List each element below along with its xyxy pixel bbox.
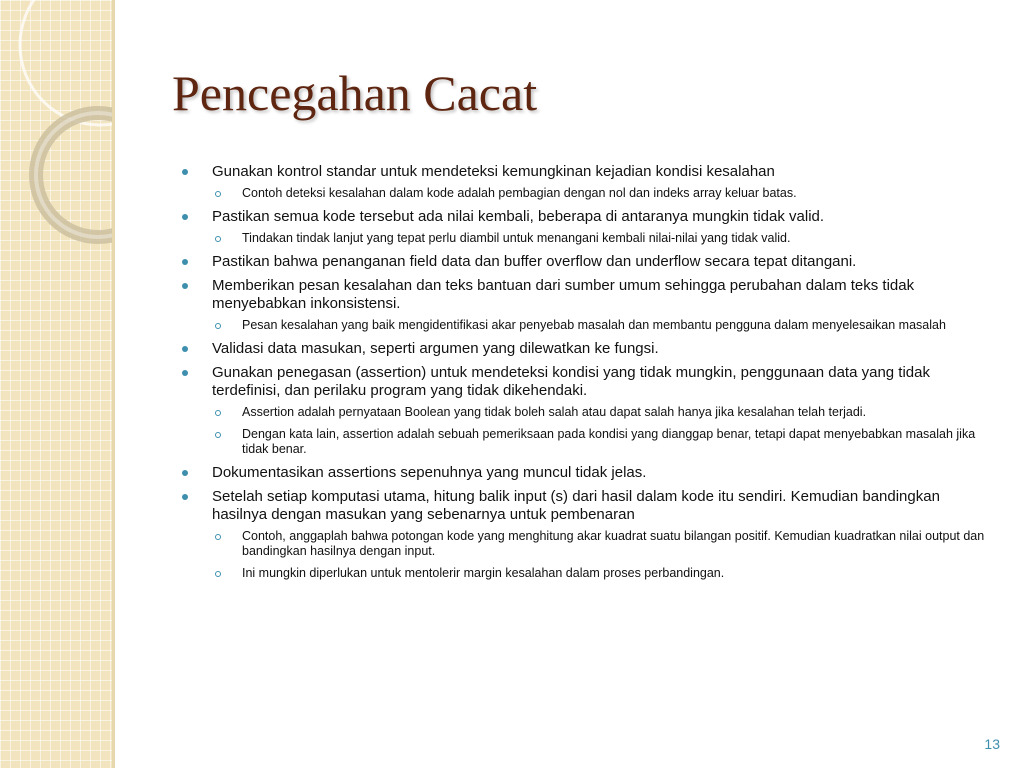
bullet-item	[178, 277, 990, 333]
sub-bullet-list	[212, 529, 990, 581]
sub-bullet-item: Contoh, anggaplah bahwa potongan kode yang menghitung akar kuadrat suatu bilangan positif. Kemudian kuadratkan nilai output dan bandingkan hasilnya dengan input.	[212, 529, 990, 559]
bullet-text: Pastikan semua kode tersebut ada nilai kembali, beberapa di antaranya mungkin tidak valid.	[212, 208, 825, 225]
bullet-text: Setelah setiap komputasi utama, hitung balik input (s) dari hasil dalam kode itu sendiri. Kemudian bandingkan hasilnya dengan masukan yang sebenarnya untuk pembenaran	[212, 488, 940, 523]
decorative-side-panel	[0, 0, 115, 768]
sub-bullet-item: Ini mungkin diperlukan untuk mentolerir margin kesalahan dalam proses perbandingan.	[212, 566, 990, 581]
sub-bullet-list	[212, 318, 990, 333]
bullet-text: Memberikan pesan kesalahan dan teks bantuan dari sumber umum sehingga perubahan dalam teks tidak menyebabkan inkonsistensi.	[212, 277, 915, 312]
sub-bullet-item: Tindakan tindak lanjut yang tepat perlu diambil untuk menangani kembali nilai-nilai yang tidak valid.	[212, 231, 990, 246]
bullet-text: Dokumentasikan assertions sepenuhnya yang muncul tidak jelas.	[212, 464, 647, 481]
sub-bullet-item: Contoh deteksi kesalahan dalam kode adalah pembagian dengan nol dan indeks array keluar batas.	[212, 186, 990, 201]
slide-title: Pencegahan Cacat	[172, 65, 538, 121]
bullet-list	[178, 163, 990, 588]
bullet-text: Gunakan penegasan (assertion) untuk mendeteksi kondisi yang tidak mungkin, penggunaan data yang tidak terdefinisi, dan perilaku program yang tidak dikehendaki.	[212, 364, 930, 399]
bullet-text: Gunakan kontrol standar untuk mendeteksi kemungkinan kejadian kondisi kesalahan	[212, 163, 775, 180]
bullet-item	[178, 163, 990, 201]
sub-bullet-list	[212, 186, 990, 201]
decorative-rings-icon	[0, 0, 112, 768]
sub-bullet-item: Dengan kata lain, assertion adalah sebuah pemeriksaan pada kondisi yang dianggap benar, tetapi dapat menyebabkan masalah jika tidak benar.	[212, 427, 990, 457]
page-number: 13	[984, 736, 1000, 752]
bullet-item	[178, 208, 990, 246]
bullet-item	[178, 364, 990, 457]
bullet-item	[178, 488, 990, 581]
sub-bullet-item: Assertion adalah pernyataan Boolean yang tidak boleh salah atau dapat salah hanya jika kesalahan telah terjadi.	[212, 405, 990, 420]
bullet-item	[178, 340, 990, 358]
sub-bullet-list	[212, 405, 990, 457]
bullet-text: Pastikan bahwa penanganan field data dan buffer overflow dan underflow secara tepat ditangani.	[212, 253, 857, 270]
sub-bullet-list	[212, 231, 990, 246]
bullet-text: Validasi data masukan, seperti argumen yang dilewatkan ke fungsi.	[212, 340, 659, 357]
bullet-item	[178, 253, 990, 271]
bullet-item	[178, 464, 990, 482]
sub-bullet-item: Pesan kesalahan yang baik mengidentifikasi akar penyebab masalah dan membantu pengguna dalam menyelesaikan masalah	[212, 318, 990, 333]
